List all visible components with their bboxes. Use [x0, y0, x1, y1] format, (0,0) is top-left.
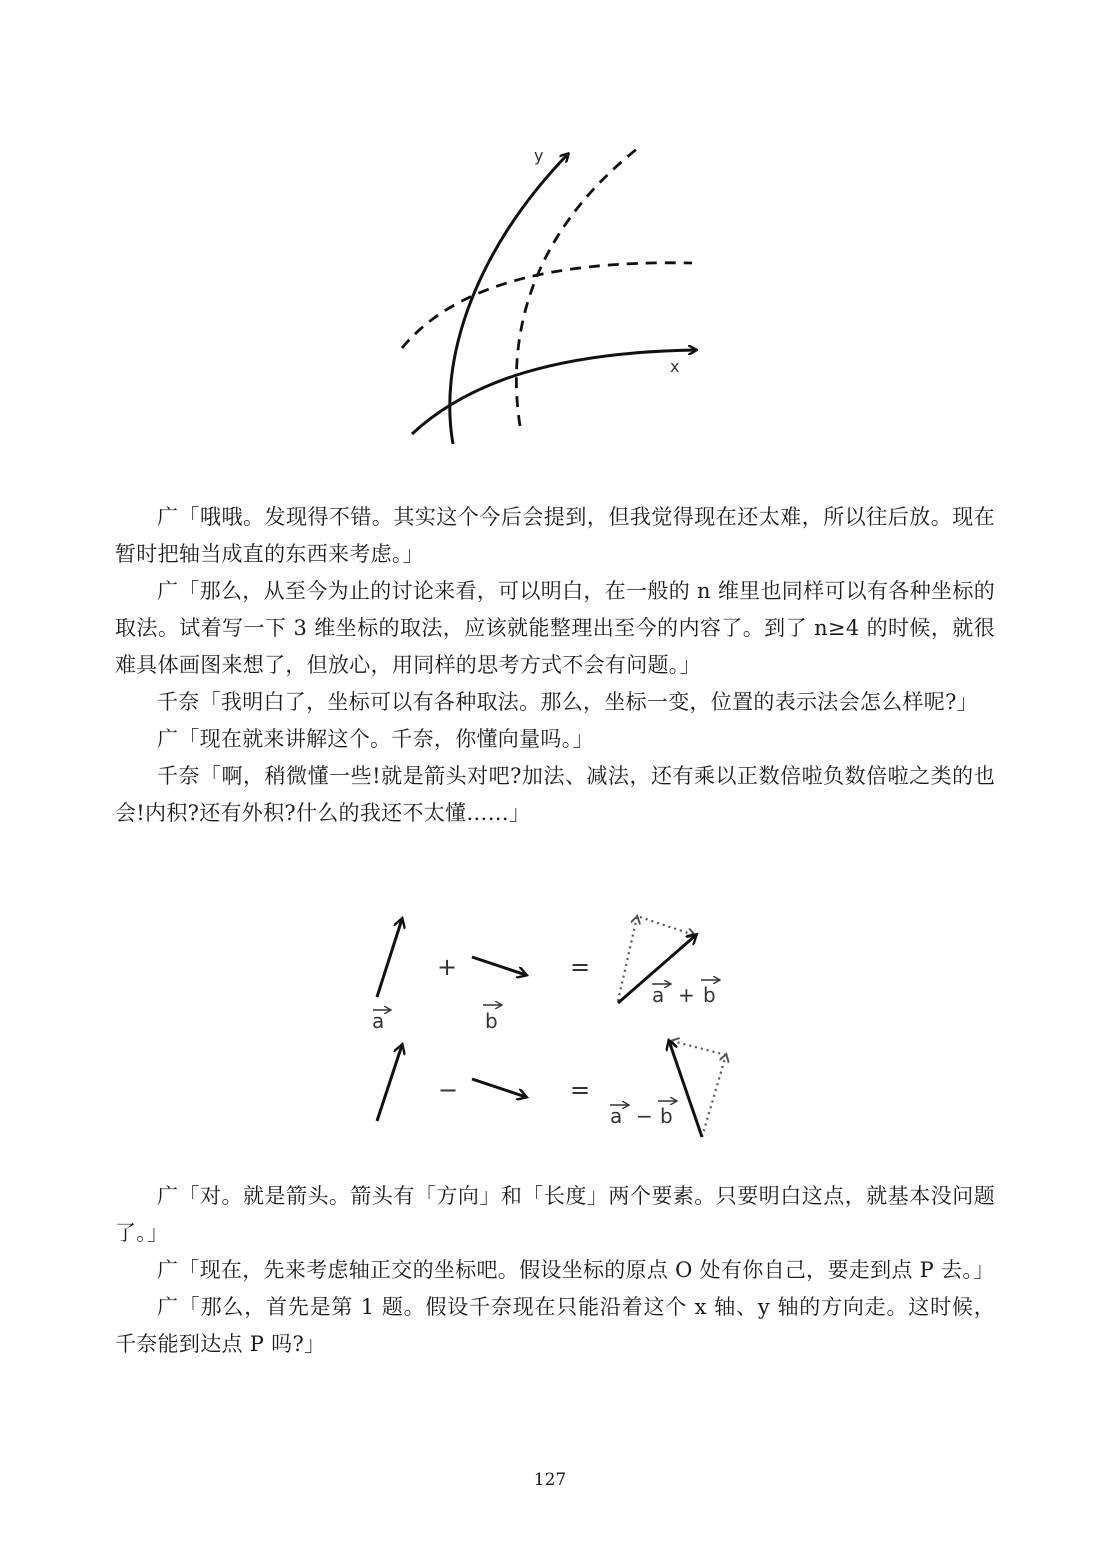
dotted-b-component [640, 917, 694, 935]
vector-b-arrow [472, 957, 526, 975]
dotted-minus-b-component [672, 1041, 726, 1055]
dialog-paragraph: 千奈「啊，稍微懂一些!就是箭头对吧?加法、减法，还有乘以正数倍啦负数倍啦之类的也会!内积?还有外积?什么的我还不太懂……」 [115, 764, 995, 825]
dialog-paragraph: 广「现在就来讲解这个。千奈，你懂向量吗。」 [157, 727, 594, 751]
dotted-a-component-row2 [702, 1055, 726, 1137]
diff-label-op: − [636, 1104, 653, 1128]
sum-label-b: b [703, 983, 716, 1007]
dialog-block-2 [115, 1178, 995, 1363]
vector-difference-arrow [669, 1041, 702, 1137]
dialog-paragraph: 千奈「我明白了，坐标可以有各种取法。那么，坐标一变，位置的表示法会怎么样呢?」 [157, 690, 978, 714]
dialog-block-1 [115, 499, 995, 832]
plus-sign: + [437, 953, 458, 981]
equals-sign-1: = [570, 953, 591, 981]
y-axis-label: y [534, 146, 544, 165]
sum-label-op: + [678, 983, 695, 1007]
label-b: b [485, 1009, 498, 1033]
minus-sign: − [438, 1076, 459, 1104]
vector-b-arrow-row2 [472, 1079, 526, 1097]
dialog-paragraph: 广「那么，首先是第 1 题。假设千奈现在只能沿着这个 x 轴、y 轴的方向走。这时候，千奈能到达点 P 吗?」 [115, 1295, 995, 1356]
dashed-curve-upper [402, 263, 692, 348]
diff-label-b: b [660, 1104, 673, 1128]
page-number: 127 [533, 1470, 567, 1490]
equals-sign-2: = [570, 1076, 591, 1104]
diff-label-a: a [610, 1104, 623, 1128]
label-a: a [372, 1009, 385, 1033]
vector-a-arrow-row2 [377, 1045, 402, 1121]
dialog-paragraph: 广「对。就是箭头。箭头有「方向」和「长度」两个要素。只要明白这点，就基本没问题了。」 [115, 1184, 995, 1245]
curvilinear-axes-figure [380, 130, 720, 460]
sum-label-a: a [652, 983, 665, 1007]
dialog-paragraph: 广「现在，先来考虑轴正交的坐标吧。假设坐标的原点 O 处有你自己，要走到点 P 去。」 [157, 1258, 995, 1282]
vector-operations-figure [360, 905, 740, 1145]
dialog-paragraph: 广「哦哦。发现得不错。其实这个今后会提到，但我觉得现在还太难，所以往后放。现在暂时把轴当成直的东西来考虑。」 [115, 505, 995, 566]
vector-a-arrow [377, 919, 402, 997]
x-axis-label: x [670, 357, 680, 376]
dialog-paragraph: 广「那么，从至今为止的讨论来看，可以明白，在一般的 n 维里也同样可以有各种坐标的取法。试着写一下 3 维坐标的取法，应该就能整理出至今的内容了。到了 n≥4 的时候，就很难具体画图来想了，但放心，用同样的思考方式不会有问题。」 [115, 579, 995, 677]
